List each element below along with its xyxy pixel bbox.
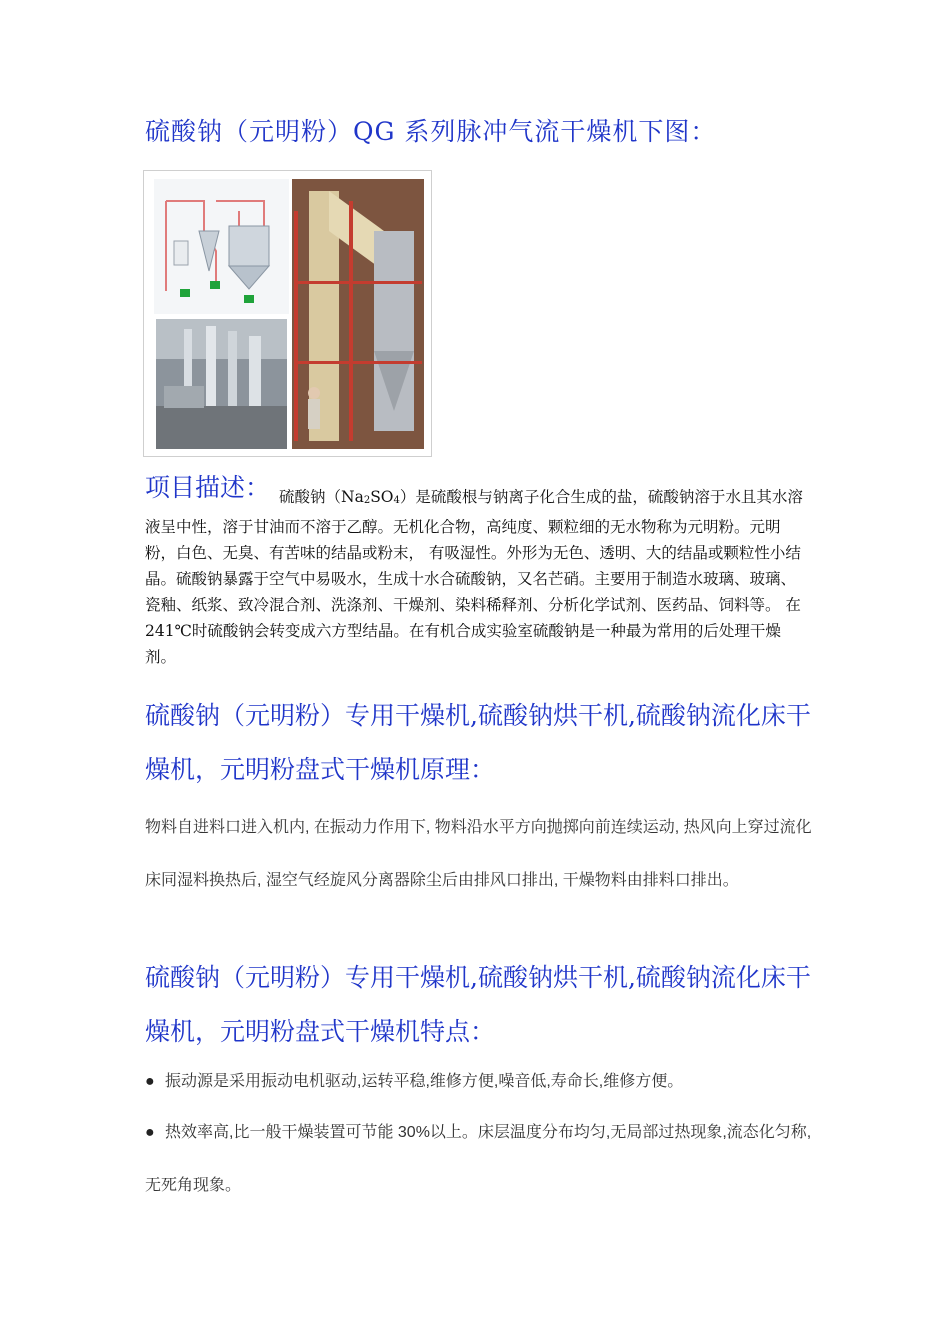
feature-item [145, 1055, 815, 1108]
dryer-installation-photo [292, 179, 424, 449]
feature-text: 振动源是采用振动电机驱动,运转平稳,维修方便,噪音低,寿命长,维修方便。 [165, 1073, 684, 1090]
feature-text: 热效率高,比一般干燥装置可节能 30%以上。床层温度分布均匀,无局部过热现象,流态化匀称,无死角现象。 [145, 1124, 812, 1194]
feature-item [145, 1106, 815, 1212]
figure-collage [144, 171, 431, 456]
principle-heading: 硫酸钠（元明粉）专用干燥机,硫酸钠烘干机,硫酸钠流化床干燥机，元明粉盘式干燥机原理： [145, 701, 811, 784]
bullet-icon: ● [145, 1073, 155, 1090]
subscript-2: 2 [363, 495, 371, 506]
description-label: 项目描述： [145, 473, 271, 502]
factory-floor-photo [156, 319, 287, 449]
subscript-4: 4 [393, 495, 400, 506]
description-part-c: ）是硫酸根与钠离子化合生成的盐，硫酸钠溶于水且其水溶液呈中性，溶于甘油而不溶于乙醇。无机化合物，高纯度、颗粒细的无水物称为元明粉。元明粉，白色、无臭、有苦味的结晶或粉末， 有吸湿性。外形为无色、透明、大的结晶或颗粒性小结晶。硫酸钠暴露于空气中易吸水，生成十水合硫酸钠，又名芒硝。主要用于制造水玻璃、玻璃、瓷釉、纸浆、致冷混合剂、洗涤剂、干燥剂、染料稀释剂、分析化学试剂、医药品、饲料等。 在 241℃时硫酸钠会转变成六方型结晶。在有机合成实验室硫酸钠是一种最为常用的后处理干燥剂。 [145, 488, 803, 666]
description-text [145, 484, 810, 670]
dryer-figure [143, 170, 432, 457]
description-part-b: SO [370, 488, 394, 506]
description-part-a: 硫酸钠（Na [279, 488, 364, 506]
process-diagram [154, 179, 289, 314]
features-heading: 硫酸钠（元明粉）专用干燥机,硫酸钠烘干机,硫酸钠流化床干燥机，元明粉盘式干燥机特点： [145, 963, 811, 1046]
bullet-icon: ● [145, 1124, 155, 1141]
principle-text: 物料自进料口进入机内, 在振动力作用下, 物料沿水平方向抛掷向前连续运动, 热风向上穿过流化床同湿料换热后, 湿空气经旋风分离器除尘后由排风口排出, 干燥物料由排料口排出。 [145, 819, 812, 889]
page-title: 硫酸钠（元明粉）QG 系列脉冲气流干燥机下图： [145, 117, 717, 146]
